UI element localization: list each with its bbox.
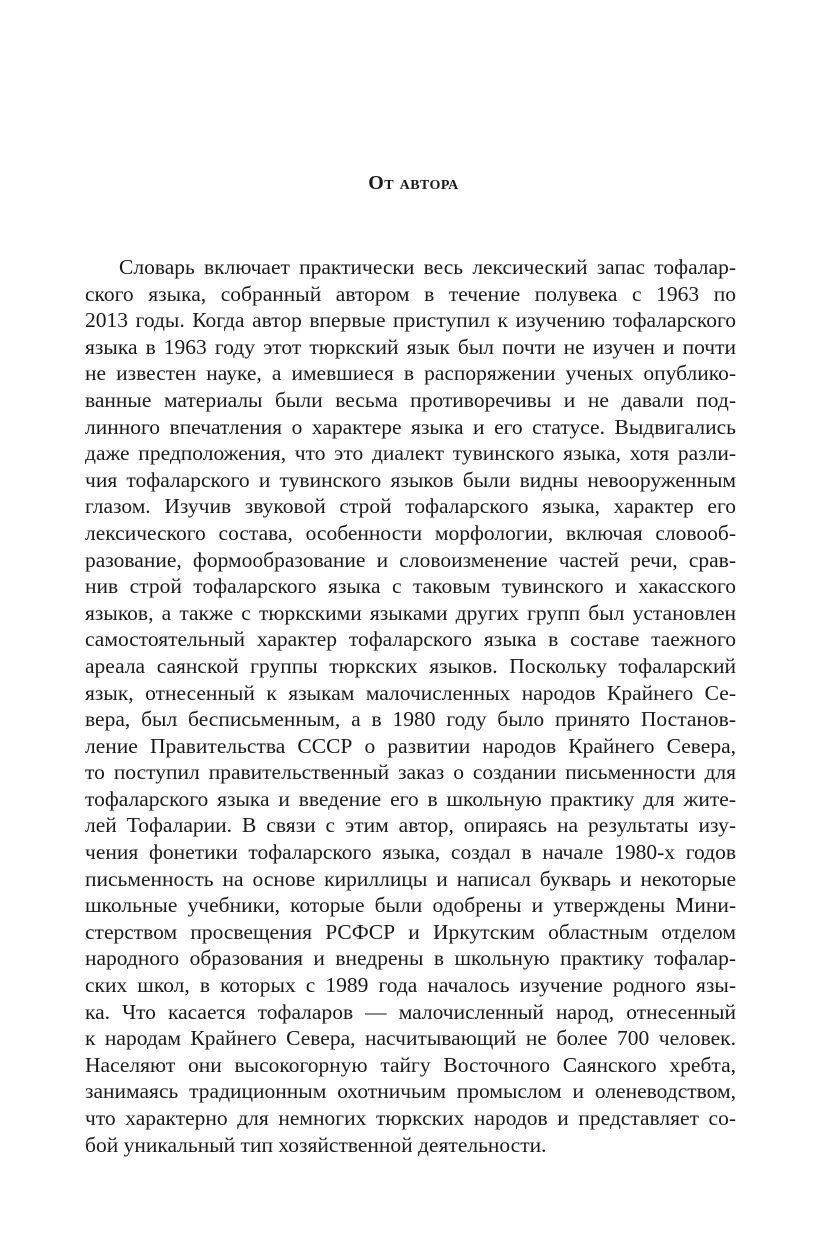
- text-line: нив строй тофаларского языка с таковым тувинского и хакасского: [85, 574, 736, 599]
- text-line: язык, отнесенный к языкам малочисленных народов Крайнего Се-: [85, 680, 736, 705]
- text-line: к народам Крайнего Севера, насчитывающий не более 700 человек.: [85, 1026, 736, 1051]
- text-line: что характерно для немногих тюркских народов и представляет со-: [85, 1106, 736, 1130]
- text-line: языка в 1963 году этот тюркский язык был почти не изучен и почти: [85, 334, 736, 359]
- text-line: 2013 годы. Когда автор впервые приступил к изучению тофаларского: [85, 308, 736, 333]
- text-line: ских школ, в которых с 1989 года началось изучение родного язы-: [85, 973, 736, 998]
- text-line: стерством просвещения РСФСР и Иркутским областным отделом: [85, 919, 736, 944]
- text-line: тофаларского языка и введение его в школьную практику для жите-: [85, 786, 736, 811]
- text-line: занимаясь традиционным охотничьим промыслом и оленеводством,: [85, 1079, 736, 1104]
- text-line: Словарь включает практически весь лексический запас тофалар-: [119, 255, 736, 279]
- text-line: Населяют они высокогорную тайгу Восточного Саянского хребта,: [85, 1052, 736, 1077]
- text-line: ареала саянской группы тюркских языков. Поскольку тофаларский: [85, 653, 736, 678]
- text-line: ского языка, собранный автором в течение полувека с 1963 по: [85, 281, 736, 306]
- text-line: чения фонетики тофаларского языка, создал в начале 1980-х годов: [85, 840, 736, 865]
- text-line: линного впечатления о характере языка и его статусе. Выдвигались: [85, 414, 736, 439]
- body-paragraph: [85, 254, 736, 1158]
- text-line: чия тофаларского и тувинского языков были видны невооруженным: [85, 467, 736, 492]
- text-line: лексического состава, особенности морфологии, включая словооб-: [85, 520, 736, 545]
- text-line: ванные материалы были весьма противоречивы и не давали под-: [85, 387, 736, 412]
- text-line: письменность на основе кириллицы и написал букварь и некоторые: [85, 866, 736, 891]
- text-line: языков, а также с тюркскими языками других групп был установлен: [85, 600, 736, 625]
- text-line: школьные учебники, которые были одобрены и утверждены Мини-: [85, 893, 736, 918]
- text-line: ление Правительства СССР о развитии народов Крайнего Севера,: [85, 733, 736, 758]
- text-line: глазом. Изучив звуковой строй тофаларского языка, характер его: [85, 494, 736, 519]
- text-line: разование, формообразование и словоизменение частей речи, срав-: [85, 547, 736, 572]
- text-line: то поступил правительственный заказ о создании письменности для: [85, 760, 736, 785]
- text-line: даже предположения, что это диалект тувинского языка, хотя разли-: [85, 441, 736, 466]
- text-line: лей Тофаларии. В связи с этим автор, опираясь на результаты изу-: [85, 813, 736, 838]
- text-line: бой уникальный тип хозяйственной деятельности.: [85, 1132, 547, 1157]
- text-line: самостоятельный характер тофаларского языка в составе таежного: [85, 627, 736, 652]
- text-line: ка. Что касается тофаларов — малочисленный народ, отнесенный: [85, 999, 736, 1024]
- text-line: не известен науке, а имевшиеся в распоряжении ученых опублико-: [85, 361, 736, 386]
- text-line: народного образования и внедрены в школьную практику тофалар-: [85, 946, 736, 971]
- text-line: вера, был бесписьменным, а в 1980 году было принято Постанов-: [85, 707, 736, 732]
- page-title: От автора: [368, 172, 459, 194]
